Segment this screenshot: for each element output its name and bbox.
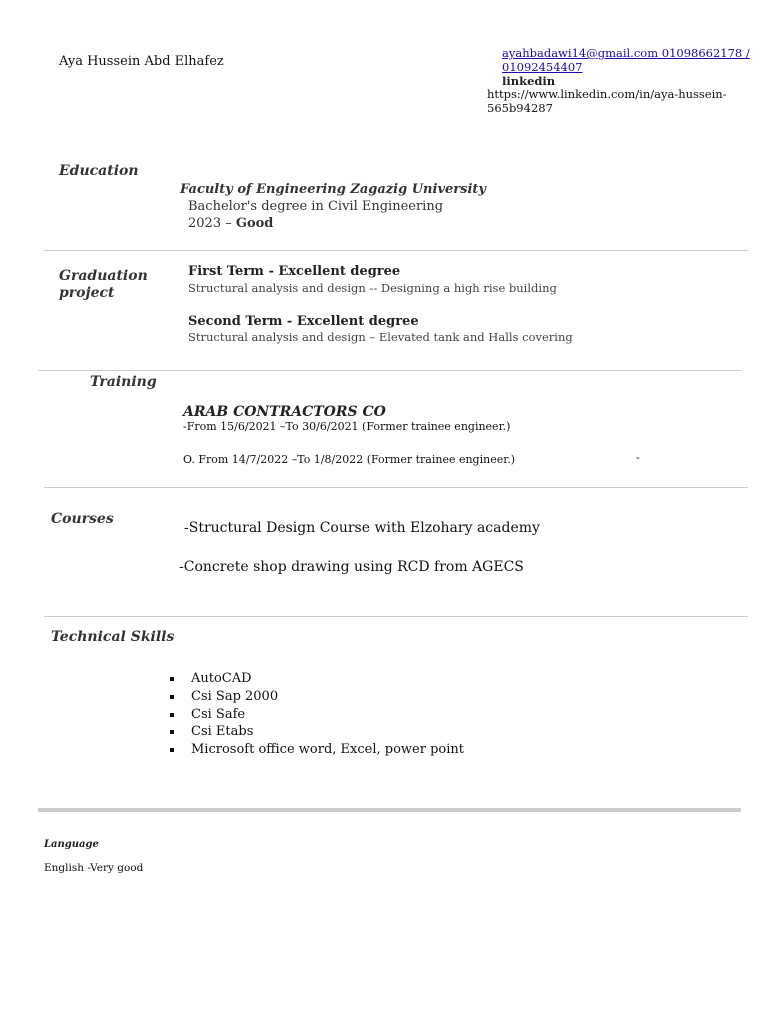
skill-item: Csi Etabs — [170, 723, 464, 741]
linkedin-label: linkedin — [502, 74, 556, 88]
skill-item: Microsoft office word, Excel, power point — [170, 741, 464, 759]
divider — [44, 616, 748, 617]
linkedin-url-line2: 565b94287 — [487, 101, 553, 115]
linkedin-url-line1: https://www.linkedin.com/in/aya-hussein- — [487, 87, 727, 101]
courses-heading: Courses — [51, 511, 114, 527]
term-title: Second Term - Excellent degree — [188, 314, 419, 329]
course-item: -Concrete shop drawing using RCD from AGECS — [179, 559, 524, 575]
phone-link[interactable]: 01092454407 — [502, 60, 583, 74]
skill-item: AutoCAD — [170, 670, 464, 688]
course-item: -Structural Design Course with Elzohary academy — [184, 520, 540, 536]
graduation-heading — [59, 268, 148, 302]
language-value: English -Very good — [44, 862, 144, 874]
graduation-heading-line1: Graduation — [59, 268, 148, 284]
contact-block — [502, 46, 750, 88]
training-heading: Training — [90, 374, 157, 390]
skills-heading: Technical Skills — [51, 629, 175, 645]
section-separator — [38, 808, 741, 812]
education-faculty: Faculty of Engineering Zagazig University — [180, 182, 486, 197]
divider — [38, 370, 741, 371]
training-company: ARAB CONTRACTORS CO — [183, 404, 386, 420]
education-degree: Bachelor's degree in Civil Engineering — [188, 199, 444, 214]
education-year — [188, 216, 273, 231]
skill-item: Csi Safe — [170, 706, 464, 724]
divider — [44, 250, 748, 251]
training-entry: O. From 14/7/2022 –To 1/8/2022 (Former trainee engineer.) — [183, 453, 516, 466]
linkedin-url[interactable] — [487, 87, 737, 115]
term-desc: Structural analysis and design -- Designing a high rise building — [188, 281, 557, 295]
education-year-text: 2023 – — [188, 216, 236, 231]
education-grade: Good — [235, 216, 274, 231]
divider — [44, 487, 748, 488]
training-entry: -From 15/6/2021 –To 30/6/2021 (Former trainee engineer.) — [183, 420, 511, 433]
skill-item: Csi Sap 2000 — [170, 688, 464, 706]
term-title: First Term - Excellent degree — [188, 264, 401, 279]
term-desc: Structural analysis and design – Elevated tank and Halls covering — [188, 330, 573, 344]
training-trailing-mark: - — [636, 451, 640, 464]
candidate-name: Aya Hussein Abd Elhafez — [59, 54, 224, 69]
skills-list — [170, 670, 464, 759]
graduation-heading-line2: project — [59, 285, 115, 301]
language-heading: Language — [44, 839, 99, 850]
email-phone-link[interactable]: ayahbadawi14@gmail.com 01098662178 / — [502, 46, 750, 60]
education-heading: Education — [59, 163, 139, 179]
